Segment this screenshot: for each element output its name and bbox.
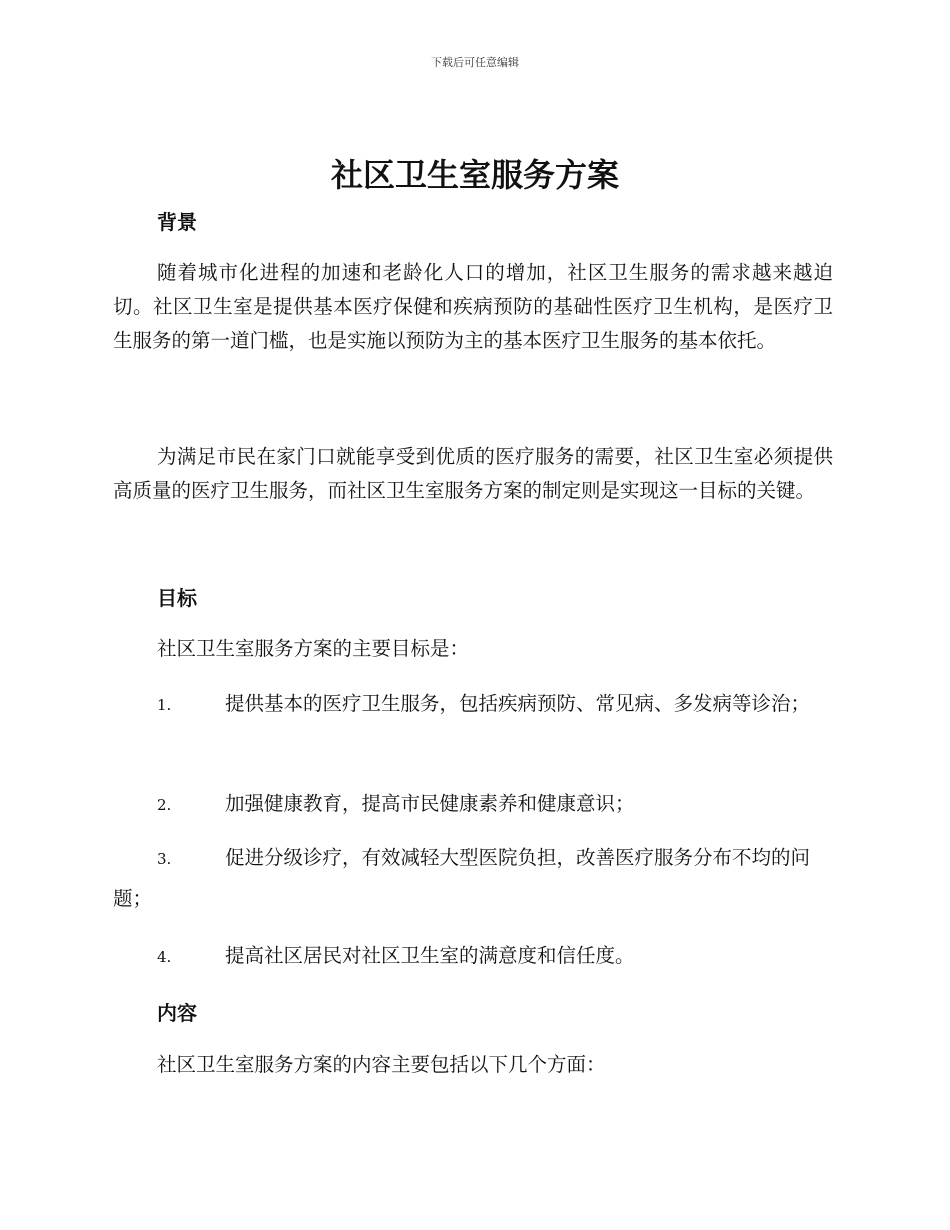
goal-item-4	[113, 936, 833, 977]
goal-item-text: 提供基本的医疗卫生服务，包括疾病预防、常见病、多发病等诊治；	[225, 692, 811, 715]
header-note: 下载后可任意编辑	[431, 56, 519, 69]
goal-item-text: 提高社区居民对社区卫生室的满意度和信任度。	[225, 944, 635, 967]
background-paragraph-1: 随着城市化进程的加速和老龄化人口的增加，社区卫生服务的需求越来越迫切。社区卫生室是提供基本医疗保健和疾病预防的基础性医疗卫生机构，是医疗卫生服务的第一道门槛，也是实施以预防为主的基本医疗卫生服务的基本依托。	[113, 261, 833, 352]
goal-item-2	[113, 784, 833, 825]
goal-item-3	[113, 838, 833, 919]
goal-item-number: 4.	[157, 948, 172, 966]
goals-intro: 社区卫生室服务方案的主要目标是：	[157, 637, 470, 660]
content-intro: 社区卫生室服务方案的内容主要包括以下几个方面：	[157, 1053, 606, 1076]
goal-item-text: 促进分级诊疗，有效减轻大型医院负担，改善医疗服务分布不均的问题；	[113, 846, 811, 910]
goal-item-number: 1.	[157, 696, 172, 714]
goal-item-number: 3.	[157, 850, 172, 868]
heading-background: 背景	[157, 210, 197, 234]
goal-item-text: 加强健康教育，提高市民健康素养和健康意识；	[225, 792, 635, 815]
heading-content: 内容	[157, 1001, 197, 1025]
goal-item-number: 2.	[157, 796, 172, 814]
document-title: 社区卫生室服务方案	[330, 156, 619, 194]
goal-item-1	[113, 684, 833, 725]
background-paragraph-2: 为满足市民在家门口就能享受到优质的医疗服务的需要，社区卫生室必须提供高质量的医疗卫生服务，而社区卫生室服务方案的制定则是实现这一目标的关键。	[113, 445, 833, 502]
heading-goals: 目标	[157, 586, 197, 610]
